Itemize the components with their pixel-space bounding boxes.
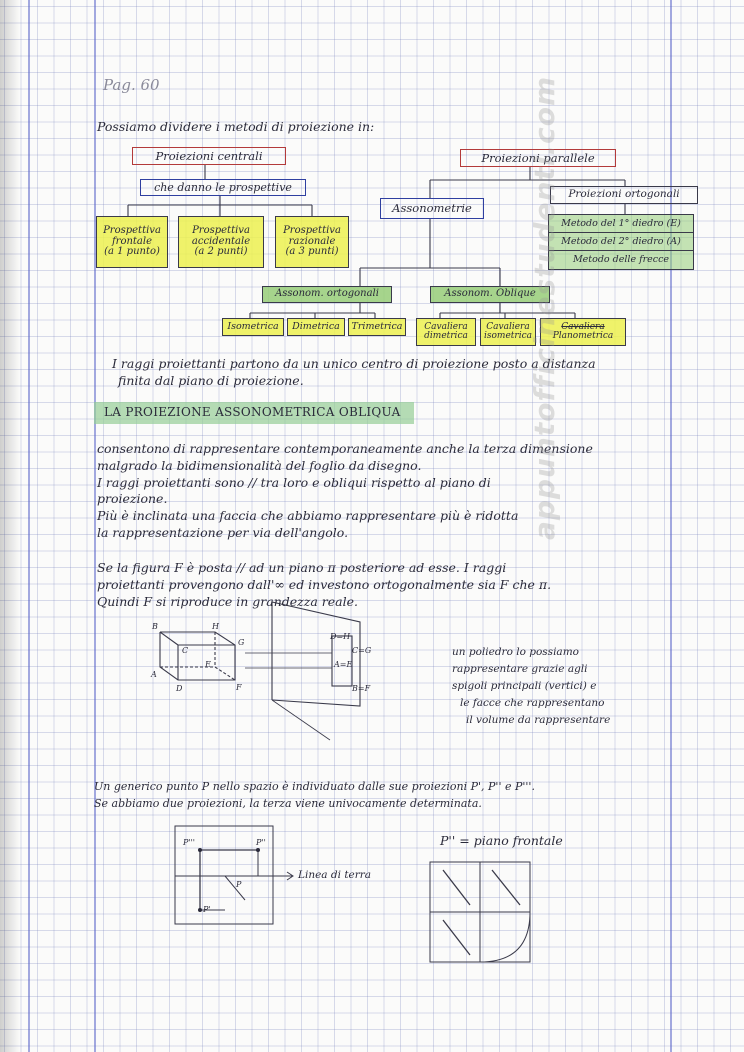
intro-text: Possiamo dividere i metodi di proiezione in: [97, 119, 375, 134]
diagram-label-p2: P'' [256, 838, 266, 847]
cube-label-h: H [212, 622, 219, 631]
page-number-label: Pag. 60 [103, 76, 160, 94]
watermark-text: appuntofficinestudenti.com [528, 75, 561, 540]
central-projections-box: Proiezioni centrali [132, 147, 286, 165]
cube-label-e: E [205, 660, 211, 669]
method-second-dihedron: Metodo del 2° diedro (A) [549, 233, 693, 251]
para1-line1: consentono di rappresentare contemporaneamente anche la terza dimensione [97, 441, 593, 456]
rays-note-line1: I raggi proiettanti partono da un unico centro di proiezione posto a distanza [112, 356, 596, 371]
struck-cavalier-text: Cavaliera [561, 321, 605, 332]
cube-label-g: G [238, 638, 245, 647]
para3-line2: Se abbiamo due proiezioni, la terza viene univocamente determinata. [94, 797, 482, 810]
orthogonal-projections-box: Proiezioni ortogonali [550, 186, 698, 204]
axon-oblique-box: Assonom. Oblique [430, 286, 550, 303]
cavalier-dimetric-line2: dimetrica [424, 331, 468, 341]
methods-list [548, 214, 694, 270]
para1-line5: Più è inclinata una faccia che abbiamo rappresentare più è ridotta [97, 508, 519, 523]
frontal-perspective-line2: frontale [111, 235, 153, 247]
cavalier-dimetric-box [416, 318, 476, 346]
proj-label-ae: A=E [334, 660, 353, 669]
para1-line6: la rappresentazione per via dell'angolo. [97, 525, 349, 540]
perspectives-box: che danno le prospettive [140, 179, 306, 196]
frontal-perspective-box [96, 216, 168, 268]
axon-orthogonal-box: Assonom. ortogonali [262, 286, 392, 303]
method-first-dihedron: Metodo del 1° diedro (E) [549, 215, 693, 233]
accidental-perspective-line3: (a 2 punti) [194, 246, 248, 258]
cavalier-isometric-line1: Cavaliera [486, 321, 530, 332]
ground-line-label: Linea di terra [298, 869, 372, 881]
section-title: LA PROIEZIONE ASSONOMETRICA OBLIQUA [104, 405, 401, 419]
accidental-perspective-line2: accidentale [191, 235, 251, 247]
cube-label-b: B [152, 622, 158, 631]
dimetric-box: Dimetrica [287, 318, 345, 336]
para3-line1: Un generico punto P nello spazio è individuato dalle sue proiezioni P', P'' e P'''. [94, 780, 535, 793]
diagram-label-p: P [236, 880, 242, 889]
para2-line3: Quindi F si riproduce in grandezza reale. [97, 594, 358, 609]
rays-note-line2: finita dal piano di proiezione. [118, 373, 304, 388]
accidental-perspective-box [178, 216, 264, 268]
frontal-perspective-line1: Prospettiva [103, 225, 161, 237]
rational-perspective-line1: Prospettiva [283, 225, 341, 237]
parallel-projections-box: Proiezioni parallele [460, 149, 616, 167]
cavalier-isometric-line2: isometrica [484, 331, 532, 341]
proj-label-cg: C=G [352, 646, 372, 655]
axonometry-box: Assonometrie [380, 198, 484, 219]
side-note-line2: rappresentare grazie agli [452, 663, 588, 675]
cube-label-d: D [176, 684, 183, 693]
para2-line2: proiettanti provengono dall'∞ ed investono ortogonalmente sia F che π. [97, 577, 552, 592]
side-note-line5: il volume da rappresentare [466, 714, 611, 726]
proj-label-bf: B=F [352, 684, 371, 693]
cube-label-f: F [236, 683, 242, 692]
proj-label-dh: D=H [330, 632, 351, 641]
side-note-line4: le facce che rappresentano [460, 697, 605, 709]
isometric-box: Isometrica [222, 318, 284, 336]
cube-label-c: C [182, 646, 189, 655]
diagram-label-p3: P''' [183, 838, 195, 847]
para1-line3: I raggi proiettanti sono // tra loro e obliqui rispetto al piano di [97, 475, 491, 490]
method-arrows: Metodo delle frecce [549, 251, 693, 269]
rational-perspective-line2: razionale [288, 235, 336, 247]
para2-line1: Se la figura F è posta // ad un piano π posteriore ad esse. I raggi [97, 560, 507, 575]
planometric-text: Planometrica [552, 331, 614, 341]
side-note-line3: spigoli principali (vertici) e [452, 680, 597, 692]
cavalier-dimetric-line1: Cavaliera [424, 321, 468, 332]
rational-perspective-box [275, 216, 349, 268]
trimetric-box: Trimetrica [348, 318, 406, 336]
frontal-plane-label: P'' = piano frontale [440, 833, 563, 848]
side-note-line1: un poliedro lo possiamo [452, 646, 579, 658]
frontal-perspective-line3: (a 1 punto) [104, 246, 160, 258]
rational-perspective-line3: (a 3 punti) [285, 246, 339, 258]
cube-label-a: A [151, 670, 157, 679]
para1-line4: proiezione. [97, 491, 168, 506]
diagram-label-p1: P' [203, 905, 211, 914]
accidental-perspective-line1: Prospettiva [192, 225, 250, 237]
para1-line2: malgrado la bidimensionalità del foglio da disegno. [97, 458, 422, 473]
